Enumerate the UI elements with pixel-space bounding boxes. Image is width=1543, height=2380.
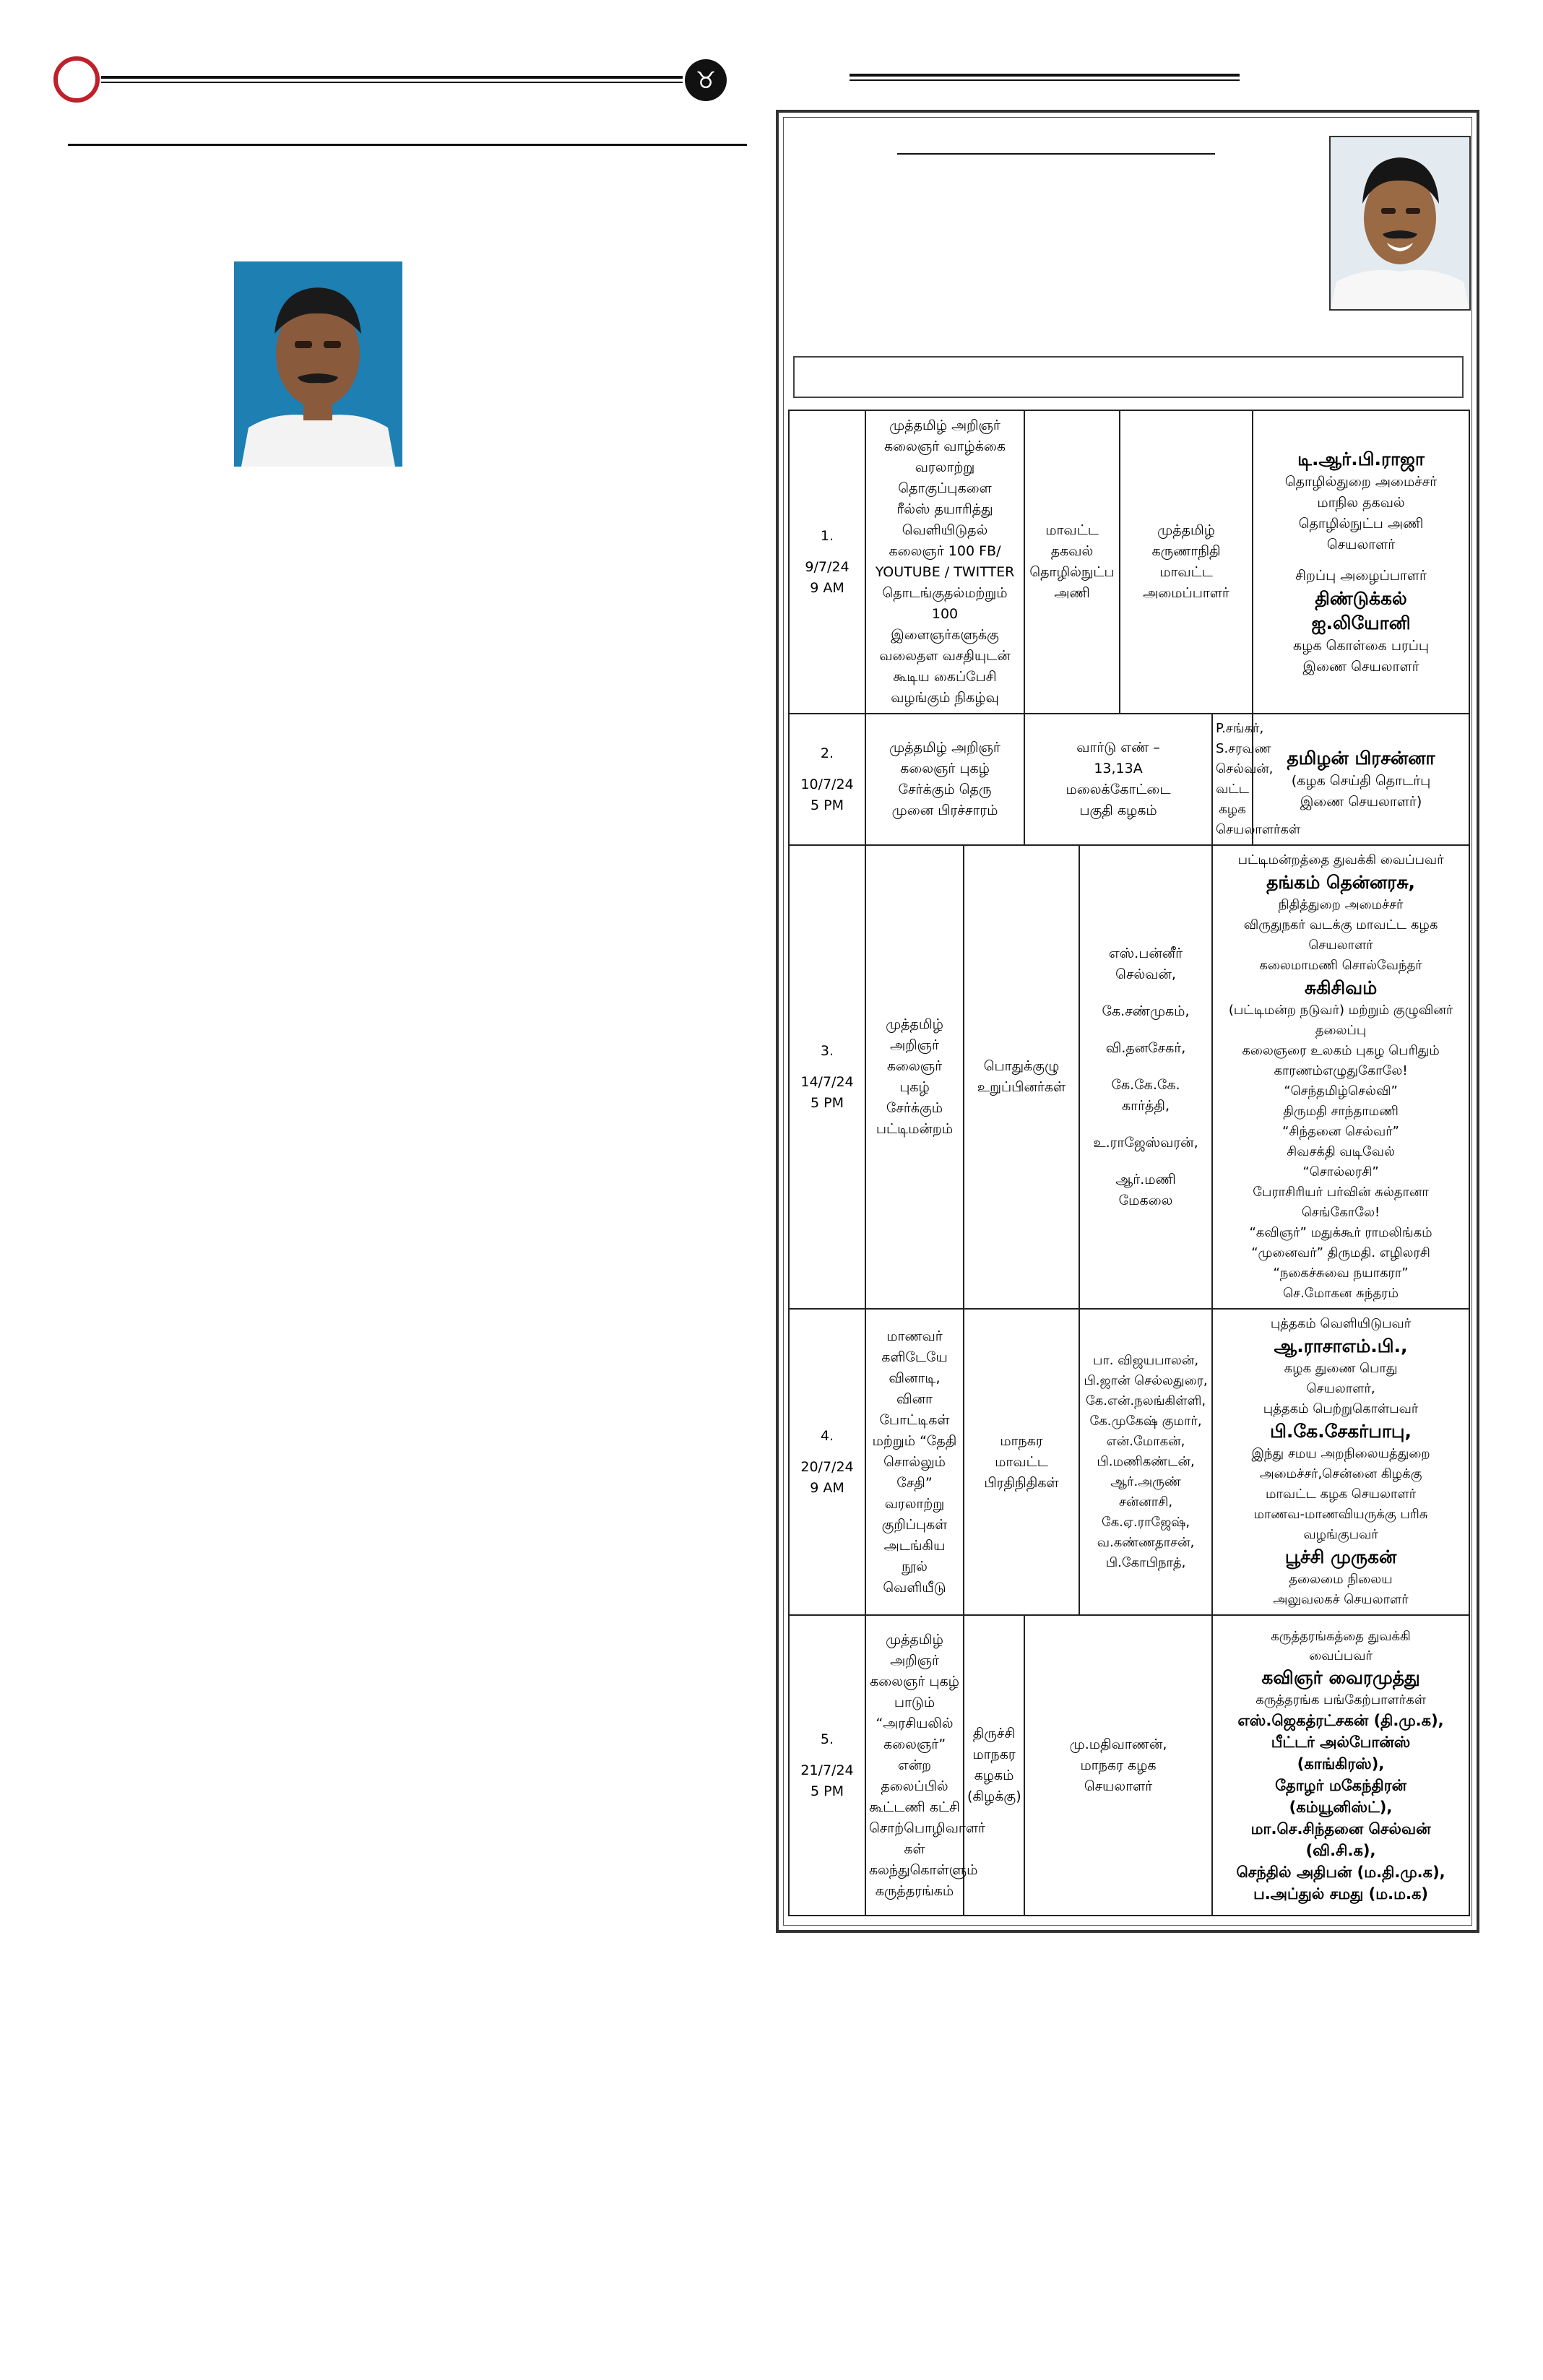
event-row-3 [789,845,1469,1309]
event-number-cell: 2. 10/7/24 5 PM [789,714,865,845]
event-row-2 [789,714,1469,845]
event-guests: பட்டிமன்றத்தை துவக்கி வைப்பவர் தங்கம் தென்னரசு, நிதித்துறை அமைச்சர் விருதுநகர் வடக்கு மாவட்ட கழக செயலாளர் கலைமாமணி சொல்வேந்தர் சுகிசிவம் (பட்டிமன்ற நடுவர்) மற்றும் குழுவினர் தலைப்பு கலைஞரை உலகம் புகழ பெரிதும் காரணம்எழுதுகோலே! “செந்தமிழ்செல்வி” திருமதி சாந்தாமணி “சிந்தனை செல்வர்” சிவசக்தி வடிவேல் “சொல்லரசி” பேராசிரியர் பர்வின் சுல்தானா செங்கோலே! “கவிஞர்” மதுக்கூர் ராமலிங்கம் “முனைவர்” திருமதி. எழிலரசி “நகைச்சுவை நயாகரா” செ.மோகன சுந்தரம் [1212,845,1469,1309]
event-row-4 [789,1309,1469,1615]
event-organizer: மாவட்ட தகவல் தொழில்நுட்ப அணி [1024,410,1120,714]
masthead-rule [101,76,683,79]
event-guests: புத்தகம் வெளியிடுபவர் ஆ.ராசாஎம்.பி., கழக துணை பொது செயலாளர், புத்தகம் பெற்றுகொள்பவர் பி.கே.சேகர்பாபு, இந்து சமய அறநிலையத்துறை அமைச்சர்,சென்னை கிழக்கு மாவட்ட கழக செயலாளர் மாணவ-மாணவியருக்கு பரிசு வழங்குபவர் பூச்சி முருகன் தலைமை நிலைய அலுவலகச் செயலாளர் [1212,1309,1469,1615]
event-organizer: திருச்சி மாநகர கழகம் (கிழக்கு) [964,1615,1024,1916]
event-coordinator: P.சங்கர், S.சரவண செல்வன், வட்ட கழக செயலாளர்கள் [1212,714,1253,845]
header-rule-right [850,74,1240,77]
masthead-logo-circle [53,56,100,103]
event-organizer: பொதுக்குழு உறுப்பினர்கள் [964,845,1079,1309]
event-description: மாணவர் களிடேயே வினாடி, வினா போட்டிகள் மற்றும் “தேதி சொல்லும் சேதி” வரலாற்று குறிப்புகள் அடங்கிய நூல் வெளியீடு [865,1309,964,1615]
event-time: 9 AM [810,579,844,596]
event-number-cell: 3. 14/7/24 5 PM [789,845,865,1309]
event-guests: தமிழன் பிரசன்னா (கழக செய்தி தொடர்பு இணை செயலாளர்) [1253,714,1469,845]
event-coordinator: எஸ்.பன்னீர் செல்வன், கே.சண்முகம், வி.தனசேகர், கே.கே.கே. கார்த்தி, உ.ராஜேஸ்வரன், ஆர்.மணி மேகலை [1079,845,1212,1309]
masthead-rule-thin [101,82,683,83]
event-description: முத்தமிழ் அறிஞர் கலைஞர் புகழ் சேர்க்கும் தெரு முனை பிரச்சாரம் [865,714,1024,845]
event-number-cell [789,410,865,714]
event-schedule-table [788,410,1470,1916]
event-description: முத்தமிழ் அறிஞர் கலைஞர் புகழ் பாடும் “அரசியலில் கலைஞர்” என்ற தலைப்பில் கூட்டணி கட்சி சொற்பொழிவாளர் கள் கலந்துகொள்ளும் கருத்தரங்கம் [865,1615,964,1916]
event-description: முத்தமிழ் அறிஞர் கலைஞர் புகழ் சேர்க்கும் பட்டிமன்றம் [865,845,964,1309]
event-number-cell: 5. 21/7/24 5 PM [789,1615,865,1916]
event-row-5 [789,1615,1469,1916]
event-guests: கருத்தரங்கத்தை துவக்கி வைப்பவர் கவிஞர் வைரமுத்து கருத்தரங்க பங்கேற்பாளர்கள் எஸ்.ஜெகத்ரட்சகன் (தி.மு.க), பீட்டர் அல்போன்ஸ் (காங்கிரஸ்), தோழர் மகேந்திரன் (கம்யூனிஸ்ட்), மா.செ.சிந்தனை செல்வன் (வி.சி.க), செந்தில் அதிபன் (ம.தி.மு.க), ப.அப்துல் சமது (ம.ம.க) [1212,1615,1469,1916]
event-number-cell: 4. 20/7/24 9 AM [789,1309,865,1615]
event-guests: டி.ஆர்.பி.ராஜா தொழில்துறை அமைச்சர் மாநில தகவல் தொழில்நுட்ப அணி செயலாளர் சிறப்பு அழைப்பாளர் திண்டுக்கல் ஐ.லியோனி கழக கொள்கை பரப்பு இணை செயலாளர் [1253,410,1469,714]
header-rule-right-thin [850,79,1240,81]
event-coordinator: பா. விஜயபாலன், பி.ஜான் செல்லதுரை, கே.என்.நலங்கிள்ளி, கே.முகேஷ் குமார், என்.மோகன், பி.மணிகண்டன், ஆர்.அருண் சன்னாசி, கே.ஏ.ராஜேஷ், வ.கண்ணதாசன், பி.கோபிநாத், [1079,1309,1212,1615]
event-coordinator: மு.மதிவாணன், மாநகர கழக செயலாளர் [1024,1615,1212,1916]
portrait-photo-left [234,261,402,467]
event-row-1 [789,410,1469,714]
event-organizer: மாநகர மாவட்ட பிரதிநிதிகள் [964,1309,1079,1615]
bull-emblem-icon: ♉ [685,59,727,101]
event-number: 1. [820,527,834,544]
left-column-rule [68,144,747,146]
schedule-banner-box [793,356,1464,398]
event-organizer: வார்டு எண் – 13,13A மலைக்கோட்டை பகுதி கழகம் [1024,714,1212,845]
event-date: 9/7/24 [805,558,850,575]
event-description: முத்தமிழ் அறிஞர் கலைஞர் வாழ்க்கை வரலாற்று தொகுப்புகளை ரீல்ஸ் தயாரித்து வெளியிடுதல் கலைஞர் 100 FB/ YOUTUBE / TWITTER தொடங்குதல்மற்றும் 100 இளைஞர்களுக்கு வலைதள வசதியுடன் கூடிய கைப்பேசி வழங்கும் நிகழ்வு [865,410,1024,714]
event-coordinator: முத்தமிழ் கருணாநிதி மாவட்ட அமைப்பாளர் [1120,410,1253,714]
portrait-photo-right [1329,136,1471,311]
schedule-title-rule [897,153,1215,155]
